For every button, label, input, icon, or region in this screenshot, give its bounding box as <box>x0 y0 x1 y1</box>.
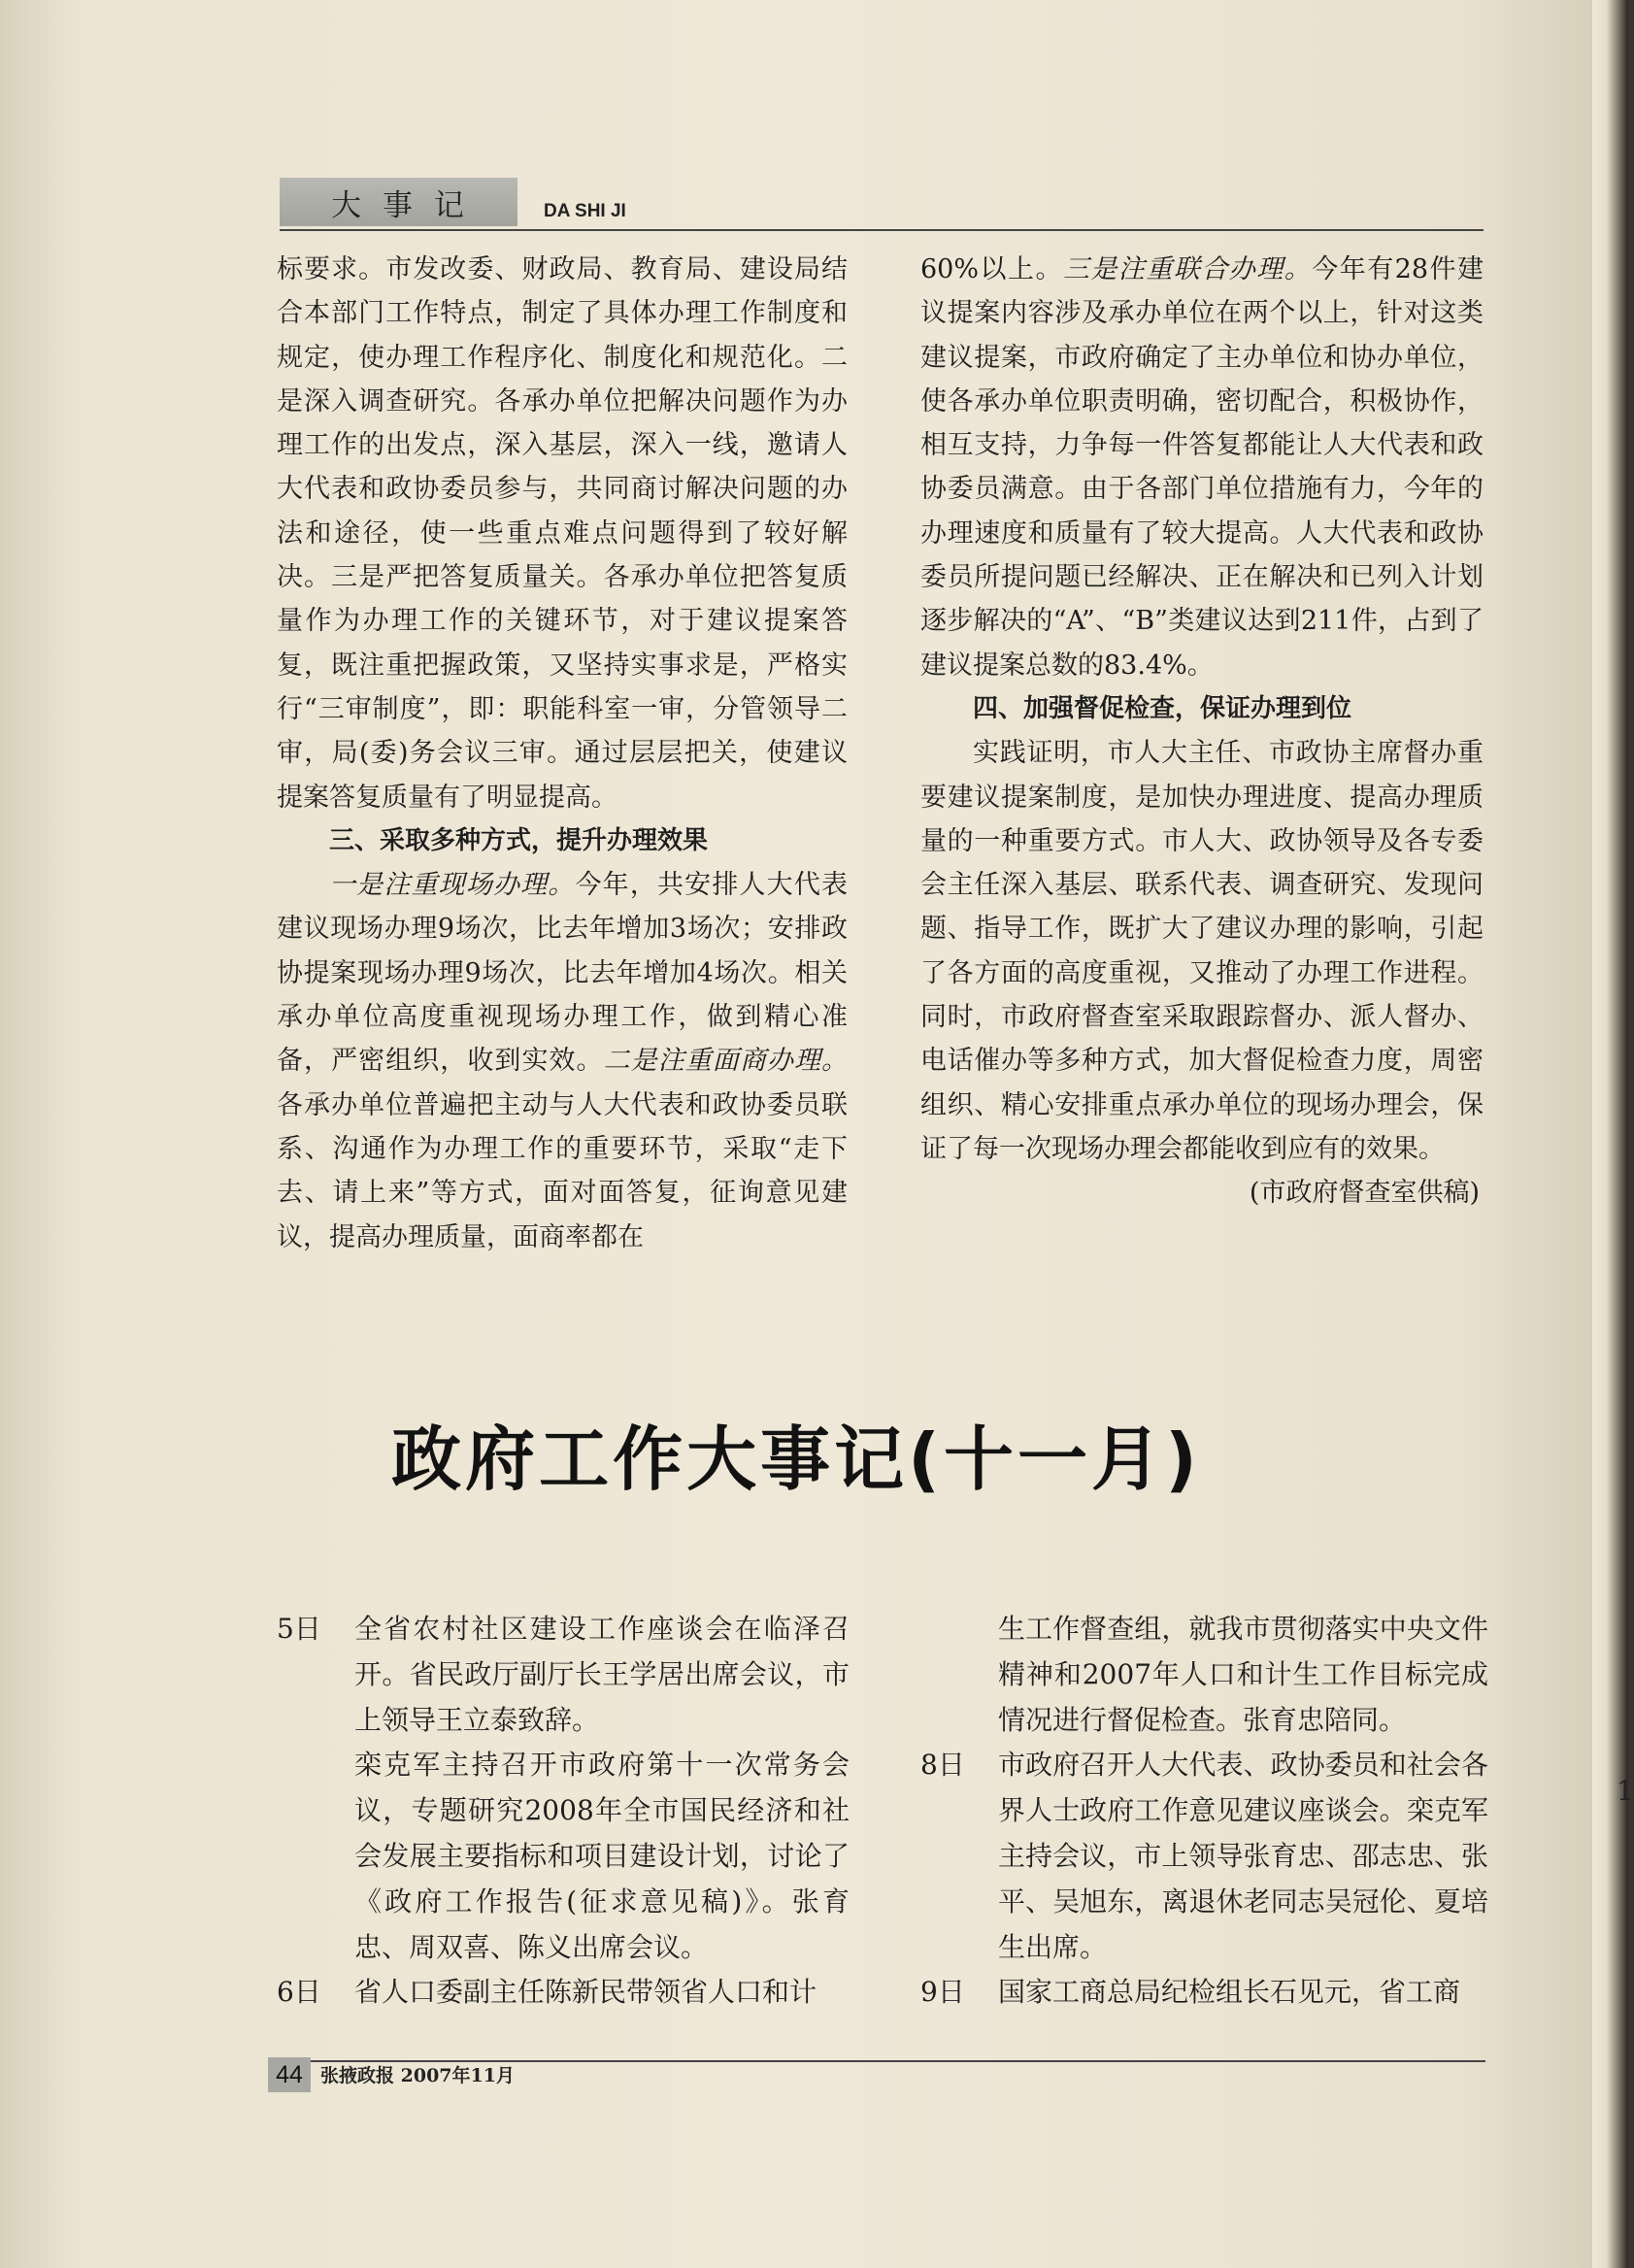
book-spine <box>1592 0 1628 2268</box>
event-text: 市政府召开人大代表、政协委员和社会各界人士政府工作意见建议座谈会。栾克军主持会议，市上领导张育忠、邵志忠、张平、吴旭东，离退休老同志吴冠伦、夏培生出席。 <box>998 1749 1488 1963</box>
paragraph-text: 60%以上。 <box>920 254 1063 284</box>
paragraph-text: 各承办单位普遍把主动与人大代表和政协委员联系、沟通作为办理工作的重要环节，采取“走下去、请上来”等方式，面对面答复，征询意见建议，提高办理质量，面商率都在 <box>277 1089 848 1252</box>
event-text: 栾克军主持召开市政府第十一次常务会议，专题研究2008年全市国民经济和社会发展主要指标和项目建设计划，讨论了《政府工作报告(征求意见稿)》。张育忠、周双喜、陈义出席会议。 <box>354 1749 850 1963</box>
footer-publication <box>320 2061 515 2087</box>
event-entry <box>920 1607 1488 1743</box>
section-heading-4: 四、加强督促检查，保证办理到位 <box>973 693 1352 723</box>
event-text: 生工作督查组，就我市贯彻落实中央文件精神和2007年人口和计生工作目标完成情况进行督促检查。张育忠陪同。 <box>998 1613 1488 1736</box>
right-column <box>920 248 1484 1216</box>
left-column <box>277 248 848 1259</box>
lead-phrase: 二是注重面商办理。 <box>603 1046 849 1077</box>
event-entry <box>277 1970 850 2016</box>
event-text: 省人口委副主任陈新民带领省人口和计 <box>354 1976 817 2009</box>
event-entry <box>920 1743 1488 1970</box>
event-date: 5日 <box>277 1613 321 1645</box>
lead-phrase: 三是注重联合办理。 <box>1062 254 1313 284</box>
event-date: 9日 <box>920 1976 965 2009</box>
event-date: 6日 <box>277 1976 321 2009</box>
section-title: 大 事 记 <box>331 187 470 223</box>
section-title-en: DA SHI JI <box>544 201 626 221</box>
article-title: 政府工作大事记(十一月) <box>391 1418 1201 1500</box>
issue-date: 2007年11月 <box>400 2065 515 2086</box>
header-divider <box>280 229 1484 231</box>
event-date: 8日 <box>920 1749 965 1782</box>
event-text: 全省农村社区建设工作座谈会在临泽召开。省民政厅副厅长王学居出席会议，市上领导王立泰致辞。 <box>354 1613 850 1736</box>
event-text: 国家工商总局纪检组长石见元，省工商 <box>998 1976 1461 2009</box>
paragraph-text: 今年，共安排人大代表建议现场办理9场次，比去年增加3场次；安排政协提案现场办理9场次，比去年增加4场次。相关承办单位高度重视现场办理工作，做到精心准备，严密组织，收到实效。 <box>277 870 848 1077</box>
source-credit: (市政府督查室供稿) <box>1249 1178 1480 1209</box>
paragraph: 实践证明，市人大主任、市政协主席督办重要建议提案制度，是加快办理进度、提高办理质量的一种重要方式。市人大、政协领导及各专委会主任深入基层、联系代表、调查研究、发现问题、指导工作，既扩大了建议办理的影响，引起了各方面的高度重视，又推动了办理工作进程。同时，市政府督查室采取跟踪督办、派人督办、电话催办等多种方式，加大督促检查力度，周密组织、精心安排重点承办单位的现场办理会，保证了每一次现场办理会都能收到应有的效果。 <box>920 738 1484 1164</box>
section-heading-3: 三、采取多种方式，提升办理效果 <box>329 825 709 855</box>
page-number: 44 <box>268 2057 311 2092</box>
paragraph <box>920 248 1484 687</box>
lead-phrase: 一是注重现场办理。 <box>329 870 576 901</box>
event-entry <box>920 1970 1488 2016</box>
events-right-column <box>920 1607 1488 2016</box>
publication-name: 张掖政报 <box>320 2065 395 2086</box>
paragraph: 标要求。市发改委、财政局、教育局、建设局结合本部门工作特点，制定了具体办理工作制度和规定，使办理工作程序化、制度化和规范化。二是深入调查研究。各承办单位把解决问题作为办理工作的出发点，深入基层，深入一线，邀请人大代表和政协委员参与，共同商讨解决问题的办法和途径，使一些重点难点问题得到了较好解决。三是严把答复质量关。各承办单位把答复质量作为办理工作的关键环节，对于建议提案答复，既注重把握政策，又坚持实事求是，严格实行“三审制度”，即：职能科室一审，分管领导二审，局(委)务会议三审。通过层层把关，使建议提案答复质量有了明显提高。 <box>277 254 848 813</box>
paragraph-text: 今年有28件建议提案内容涉及承办单位在两个以上，针对这类建议提案，市政府确定了主办单位和协办单位，使各承办单位职责明确，密切配合，积极协作，相互支持，力争每一件答复都能让人大代表和政协委员满意。由于各部门单位措施有力，今年的办理速度和质量有了较大提高。人大代表和政协委员所提问题已经解决、正在解决和已列入计划逐步解决的“A”、“B”类建议达到211件，占到了建议提案总数的83.4%。 <box>920 254 1484 681</box>
events-left-column <box>277 1607 850 2016</box>
adjacent-page-mark: 1 <box>1617 1775 1634 1807</box>
paragraph <box>277 863 848 1259</box>
event-entry <box>277 1607 850 1743</box>
event-entry <box>277 1743 850 1970</box>
